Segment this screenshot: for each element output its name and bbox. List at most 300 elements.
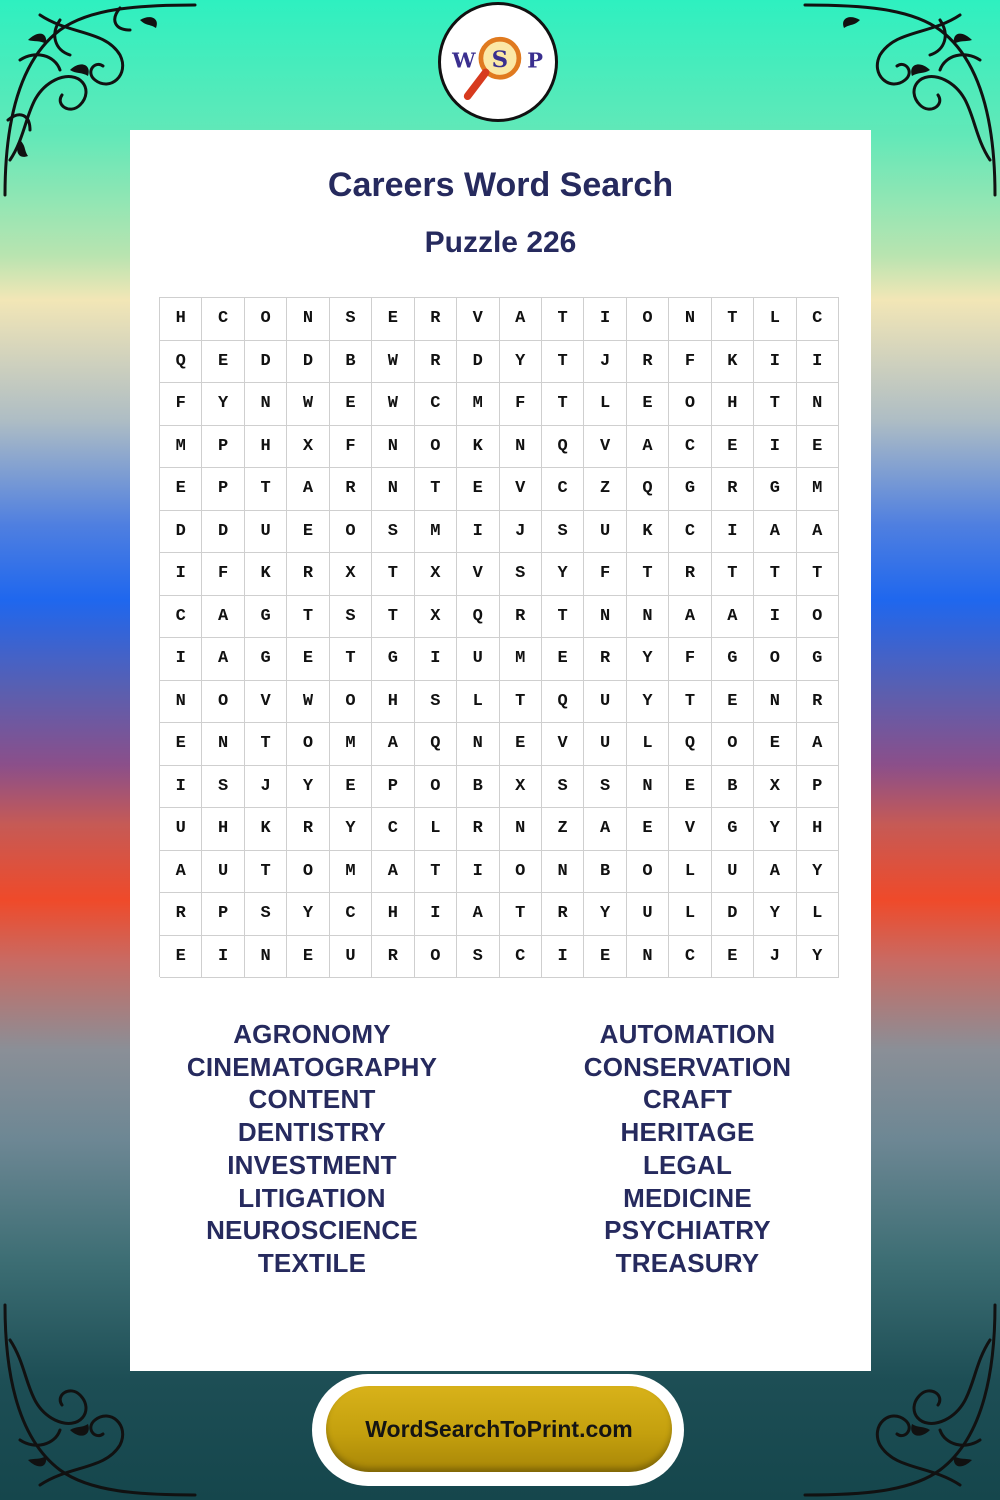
grid-cell[interactable]: K <box>245 553 287 596</box>
grid-cell[interactable]: R <box>669 553 711 596</box>
grid-cell[interactable]: P <box>202 893 244 936</box>
grid-cell[interactable]: T <box>415 468 457 511</box>
grid-cell[interactable]: A <box>712 596 754 639</box>
grid-cell[interactable]: I <box>160 638 202 681</box>
grid-cell[interactable]: N <box>627 766 669 809</box>
grid-cell[interactable]: I <box>457 511 499 554</box>
word-item: CRAFT <box>642 1084 733 1115</box>
grid-cell[interactable]: T <box>245 723 287 766</box>
grid-row <box>160 681 839 724</box>
grid-cell[interactable]: B <box>712 766 754 809</box>
grid-cell[interactable]: G <box>797 638 839 681</box>
grid-cell[interactable]: C <box>202 298 244 341</box>
grid-cell[interactable]: M <box>330 851 372 894</box>
grid-cell[interactable]: K <box>712 341 754 384</box>
grid-cell[interactable]: T <box>372 596 414 639</box>
grid-cell[interactable]: R <box>415 298 457 341</box>
grid-cell[interactable]: N <box>500 426 542 469</box>
grid-cell[interactable]: L <box>457 681 499 724</box>
grid-cell[interactable]: H <box>797 808 839 851</box>
grid-row <box>160 723 839 766</box>
grid-cell[interactable]: O <box>245 298 287 341</box>
grid-cell[interactable]: A <box>372 723 414 766</box>
word-item: TEXTILE <box>257 1247 367 1278</box>
grid-cell[interactable]: D <box>287 341 329 384</box>
grid-cell[interactable]: X <box>415 553 457 596</box>
grid-cell[interactable]: R <box>330 468 372 511</box>
grid-cell[interactable]: N <box>669 298 711 341</box>
grid-cell[interactable]: M <box>160 426 202 469</box>
grid-cell[interactable]: F <box>500 383 542 426</box>
grid-row <box>160 638 839 681</box>
grid-cell[interactable]: Q <box>457 596 499 639</box>
grid-cell[interactable]: D <box>202 511 244 554</box>
grid-cell[interactable]: Y <box>797 851 839 894</box>
grid-cell[interactable]: I <box>415 893 457 936</box>
word-item: CINEMATOGRAPHY <box>186 1051 438 1082</box>
grid-cell[interactable]: X <box>415 596 457 639</box>
grid-cell[interactable]: T <box>500 893 542 936</box>
grid-cell[interactable]: U <box>202 851 244 894</box>
grid-cell[interactable]: E <box>287 936 329 979</box>
grid-cell[interactable]: D <box>160 511 202 554</box>
grid-cell[interactable]: I <box>797 341 839 384</box>
grid-cell[interactable]: S <box>330 298 372 341</box>
grid-cell[interactable]: T <box>415 851 457 894</box>
grid-cell[interactable]: U <box>245 511 287 554</box>
grid-cell[interactable]: G <box>669 468 711 511</box>
grid-cell[interactable]: T <box>627 553 669 596</box>
grid-cell[interactable]: A <box>754 851 796 894</box>
grid-cell[interactable]: O <box>500 851 542 894</box>
grid-cell[interactable]: J <box>500 511 542 554</box>
grid-cell[interactable]: E <box>287 638 329 681</box>
grid-cell[interactable]: B <box>584 851 626 894</box>
grid-cell[interactable]: I <box>754 426 796 469</box>
grid-cell[interactable]: N <box>372 426 414 469</box>
grid-cell[interactable]: Q <box>542 426 584 469</box>
grid-cell[interactable]: U <box>584 511 626 554</box>
grid-cell[interactable]: I <box>542 936 584 979</box>
word-item: HERITAGE <box>620 1117 755 1148</box>
grid-cell[interactable]: A <box>754 511 796 554</box>
grid-cell[interactable]: Y <box>542 553 584 596</box>
grid-cell[interactable]: G <box>245 638 287 681</box>
word-list-left-column <box>130 1018 494 1280</box>
grid-cell[interactable]: Q <box>542 681 584 724</box>
logo-letter-w: W <box>452 47 476 73</box>
grid-cell[interactable]: D <box>457 341 499 384</box>
grid-cell[interactable]: U <box>584 723 626 766</box>
grid-cell[interactable]: P <box>372 766 414 809</box>
grid-cell[interactable]: E <box>627 808 669 851</box>
grid-cell[interactable]: I <box>160 553 202 596</box>
grid-row <box>160 553 839 596</box>
grid-cell[interactable]: A <box>797 723 839 766</box>
grid-row <box>160 808 839 851</box>
grid-cell[interactable]: H <box>372 893 414 936</box>
grid-cell[interactable]: H <box>712 383 754 426</box>
grid-cell[interactable]: S <box>542 511 584 554</box>
word-item: CONSERVATION <box>583 1051 792 1082</box>
word-item: CONTENT <box>248 1084 376 1115</box>
grid-cell[interactable]: W <box>287 383 329 426</box>
grid-cell[interactable]: J <box>245 766 287 809</box>
grid-cell[interactable]: G <box>712 638 754 681</box>
grid-cell[interactable]: E <box>287 511 329 554</box>
grid-cell[interactable]: R <box>287 553 329 596</box>
grid-cell[interactable]: E <box>712 936 754 979</box>
grid-cell[interactable]: W <box>372 341 414 384</box>
word-item: LITIGATION <box>238 1182 386 1213</box>
logo-letter-p: P <box>527 47 543 73</box>
grid-cell[interactable]: O <box>627 298 669 341</box>
grid-cell[interactable]: U <box>712 851 754 894</box>
grid-row <box>160 936 839 979</box>
grid-cell[interactable]: A <box>457 893 499 936</box>
grid-cell[interactable]: R <box>584 638 626 681</box>
grid-cell[interactable]: A <box>372 851 414 894</box>
grid-cell[interactable]: I <box>712 511 754 554</box>
grid-cell[interactable]: Q <box>415 723 457 766</box>
grid-cell[interactable]: E <box>372 298 414 341</box>
grid-cell[interactable]: Q <box>160 341 202 384</box>
grid-cell[interactable]: E <box>160 723 202 766</box>
grid-row <box>160 383 839 426</box>
grid-cell[interactable]: R <box>372 936 414 979</box>
grid-cell[interactable]: E <box>627 383 669 426</box>
puzzle-sheet <box>130 130 871 1371</box>
grid-cell[interactable]: R <box>797 681 839 724</box>
grid-cell[interactable]: G <box>372 638 414 681</box>
grid-cell[interactable]: C <box>542 468 584 511</box>
word-item: TREASURY <box>615 1247 760 1278</box>
grid-cell[interactable]: A <box>500 298 542 341</box>
grid-cell[interactable]: C <box>797 298 839 341</box>
grid-cell[interactable]: V <box>500 468 542 511</box>
grid-cell[interactable]: X <box>330 553 372 596</box>
grid-cell[interactable]: R <box>160 893 202 936</box>
grid-cell[interactable]: S <box>202 766 244 809</box>
grid-cell[interactable]: R <box>500 596 542 639</box>
grid-cell[interactable]: E <box>584 936 626 979</box>
grid-cell[interactable]: O <box>415 936 457 979</box>
grid-cell[interactable]: A <box>202 596 244 639</box>
grid-row <box>160 426 839 469</box>
grid-cell[interactable]: T <box>245 468 287 511</box>
grid-cell[interactable]: T <box>245 851 287 894</box>
grid-cell[interactable]: Y <box>287 893 329 936</box>
grid-cell[interactable]: D <box>712 893 754 936</box>
grid-cell[interactable]: S <box>415 681 457 724</box>
grid-cell[interactable]: E <box>669 766 711 809</box>
grid-cell[interactable]: C <box>415 383 457 426</box>
grid-cell[interactable]: L <box>627 723 669 766</box>
grid-cell[interactable]: A <box>627 426 669 469</box>
word-item: DENTISTRY <box>237 1117 387 1148</box>
grid-cell[interactable]: T <box>372 553 414 596</box>
grid-cell[interactable]: F <box>202 553 244 596</box>
grid-cell[interactable]: D <box>245 341 287 384</box>
grid-row <box>160 341 839 384</box>
grid-cell[interactable]: O <box>712 723 754 766</box>
grid-cell[interactable]: N <box>500 808 542 851</box>
grid-cell[interactable]: C <box>669 936 711 979</box>
grid-cell[interactable]: F <box>669 638 711 681</box>
grid-cell[interactable]: R <box>542 893 584 936</box>
grid-cell[interactable]: I <box>202 936 244 979</box>
grid-cell[interactable]: U <box>457 638 499 681</box>
letter-grid[interactable] <box>159 297 839 977</box>
grid-cell[interactable]: Y <box>287 766 329 809</box>
grid-cell[interactable]: A <box>797 511 839 554</box>
grid-cell[interactable]: H <box>372 681 414 724</box>
grid-cell[interactable]: E <box>712 426 754 469</box>
grid-cell[interactable]: I <box>415 638 457 681</box>
grid-cell[interactable]: Z <box>584 468 626 511</box>
grid-cell[interactable]: N <box>287 298 329 341</box>
grid-row <box>160 766 839 809</box>
grid-cell[interactable]: U <box>330 936 372 979</box>
grid-row <box>160 596 839 639</box>
grid-cell[interactable]: C <box>330 893 372 936</box>
grid-cell[interactable]: K <box>245 808 287 851</box>
grid-cell[interactable]: T <box>754 553 796 596</box>
grid-cell[interactable]: Y <box>202 383 244 426</box>
grid-cell[interactable]: Q <box>669 723 711 766</box>
grid-cell[interactable]: N <box>627 596 669 639</box>
grid-cell[interactable]: V <box>457 298 499 341</box>
grid-cell[interactable]: T <box>712 298 754 341</box>
word-list-right-column <box>500 1018 875 1280</box>
grid-cell[interactable]: I <box>754 596 796 639</box>
word-item: AGRONOMY <box>233 1019 391 1049</box>
grid-cell[interactable]: K <box>457 426 499 469</box>
grid-cell[interactable]: T <box>287 596 329 639</box>
grid-row <box>160 468 839 511</box>
grid-cell[interactable]: O <box>287 851 329 894</box>
grid-cell[interactable]: E <box>712 681 754 724</box>
grid-cell[interactable]: O <box>415 426 457 469</box>
grid-cell[interactable]: F <box>160 383 202 426</box>
grid-cell[interactable]: C <box>500 936 542 979</box>
grid-cell[interactable]: J <box>754 936 796 979</box>
grid-cell[interactable]: E <box>330 766 372 809</box>
grid-row <box>160 893 839 936</box>
grid-cell[interactable]: O <box>287 723 329 766</box>
grid-cell[interactable]: M <box>797 468 839 511</box>
wsp-logo[interactable] <box>438 2 558 122</box>
grid-cell[interactable]: A <box>202 638 244 681</box>
grid-cell[interactable]: R <box>627 341 669 384</box>
grid-cell[interactable]: I <box>160 766 202 809</box>
grid-cell[interactable]: T <box>542 341 584 384</box>
grid-cell[interactable]: G <box>712 808 754 851</box>
grid-cell[interactable]: O <box>669 383 711 426</box>
grid-cell[interactable]: O <box>754 638 796 681</box>
grid-cell[interactable]: V <box>245 681 287 724</box>
grid-cell[interactable]: C <box>372 808 414 851</box>
grid-cell[interactable]: T <box>542 298 584 341</box>
grid-cell[interactable]: L <box>797 893 839 936</box>
grid-cell[interactable]: E <box>330 383 372 426</box>
grid-cell[interactable]: N <box>457 723 499 766</box>
word-item: PSYCHIATRY <box>604 1215 771 1246</box>
grid-cell[interactable]: Y <box>754 893 796 936</box>
grid-cell[interactable]: N <box>754 681 796 724</box>
grid-cell[interactable]: H <box>245 426 287 469</box>
grid-cell[interactable]: G <box>245 596 287 639</box>
grid-cell[interactable]: E <box>160 468 202 511</box>
grid-cell[interactable]: V <box>457 553 499 596</box>
site-link-pill <box>326 1386 672 1472</box>
word-item: NEUROSCIENCE <box>206 1215 418 1246</box>
grid-cell[interactable]: Y <box>330 808 372 851</box>
grid-cell[interactable]: E <box>542 638 584 681</box>
grid-cell[interactable]: U <box>584 681 626 724</box>
grid-cell[interactable]: R <box>712 468 754 511</box>
grid-cell[interactable]: S <box>542 766 584 809</box>
grid-cell[interactable]: M <box>415 511 457 554</box>
grid-cell[interactable]: N <box>245 383 287 426</box>
grid-cell[interactable]: S <box>245 893 287 936</box>
grid-cell[interactable]: O <box>202 681 244 724</box>
grid-cell[interactable]: L <box>669 851 711 894</box>
grid-cell[interactable]: Y <box>797 936 839 979</box>
grid-cell[interactable]: M <box>500 638 542 681</box>
grid-cell[interactable]: O <box>627 851 669 894</box>
grid-cell[interactable]: N <box>160 681 202 724</box>
puzzle-number: Puzzle 226 <box>424 226 577 259</box>
grid-cell[interactable]: N <box>202 723 244 766</box>
grid-cell[interactable]: Y <box>754 808 796 851</box>
site-link-button[interactable] <box>312 1374 684 1486</box>
grid-cell[interactable]: T <box>712 553 754 596</box>
grid-cell[interactable]: M <box>457 383 499 426</box>
grid-cell[interactable]: M <box>330 723 372 766</box>
grid-cell[interactable]: E <box>202 341 244 384</box>
grid-cell[interactable]: O <box>797 596 839 639</box>
grid-cell[interactable]: O <box>415 766 457 809</box>
grid-cell[interactable]: X <box>754 766 796 809</box>
grid-cell[interactable]: T <box>669 681 711 724</box>
grid-cell[interactable]: F <box>584 553 626 596</box>
grid-row <box>160 298 839 341</box>
grid-cell[interactable]: C <box>160 596 202 639</box>
grid-cell[interactable]: N <box>627 936 669 979</box>
grid-cell[interactable]: E <box>160 936 202 979</box>
grid-cell[interactable]: A <box>669 596 711 639</box>
grid-cell[interactable]: Y <box>500 341 542 384</box>
grid-cell[interactable]: U <box>160 808 202 851</box>
grid-cell[interactable]: B <box>457 766 499 809</box>
grid-cell[interactable]: I <box>754 341 796 384</box>
grid-cell[interactable]: R <box>457 808 499 851</box>
grid-cell[interactable]: F <box>669 341 711 384</box>
grid-cell[interactable]: X <box>500 766 542 809</box>
grid-cell[interactable]: L <box>669 893 711 936</box>
page-title: Careers Word Search <box>327 166 674 204</box>
grid-cell[interactable]: V <box>584 426 626 469</box>
grid-cell[interactable]: E <box>500 723 542 766</box>
grid-cell[interactable]: N <box>542 851 584 894</box>
grid-cell[interactable]: G <box>754 468 796 511</box>
grid-cell[interactable]: P <box>202 426 244 469</box>
grid-cell[interactable]: C <box>669 426 711 469</box>
grid-cell[interactable]: P <box>797 766 839 809</box>
grid-cell[interactable]: I <box>457 851 499 894</box>
grid-cell[interactable]: F <box>330 426 372 469</box>
grid-cell[interactable]: O <box>330 511 372 554</box>
word-item: LEGAL <box>642 1149 733 1180</box>
grid-cell[interactable]: R <box>287 808 329 851</box>
grid-cell[interactable]: E <box>754 723 796 766</box>
word-item: MEDICINE <box>623 1182 752 1213</box>
logo-letter-s: S <box>491 46 509 73</box>
grid-cell[interactable]: W <box>287 681 329 724</box>
grid-cell[interactable]: K <box>627 511 669 554</box>
word-item: INVESTMENT <box>227 1149 397 1180</box>
grid-cell[interactable]: V <box>542 723 584 766</box>
grid-cell[interactable]: L <box>754 298 796 341</box>
grid-cell[interactable]: S <box>330 596 372 639</box>
grid-cell[interactable]: Q <box>627 468 669 511</box>
grid-cell[interactable]: R <box>415 341 457 384</box>
grid-row <box>160 511 839 554</box>
grid-row <box>160 851 839 894</box>
grid-cell[interactable]: A <box>160 851 202 894</box>
grid-cell[interactable]: B <box>330 341 372 384</box>
grid-cell[interactable]: J <box>584 341 626 384</box>
grid-cell[interactable]: T <box>330 638 372 681</box>
grid-cell[interactable]: A <box>584 808 626 851</box>
grid-cell[interactable]: Y <box>584 893 626 936</box>
grid-cell[interactable]: U <box>627 893 669 936</box>
grid-cell[interactable]: P <box>202 468 244 511</box>
grid-cell[interactable]: N <box>245 936 287 979</box>
grid-cell[interactable]: N <box>797 383 839 426</box>
grid-cell[interactable]: E <box>797 426 839 469</box>
grid-cell[interactable]: C <box>669 511 711 554</box>
grid-cell[interactable]: V <box>669 808 711 851</box>
grid-cell[interactable]: A <box>287 468 329 511</box>
grid-cell[interactable]: T <box>542 596 584 639</box>
grid-cell[interactable]: S <box>372 511 414 554</box>
grid-cell[interactable]: S <box>500 553 542 596</box>
grid-cell[interactable]: W <box>372 383 414 426</box>
grid-cell[interactable]: N <box>584 596 626 639</box>
grid-cell[interactable]: H <box>160 298 202 341</box>
grid-cell[interactable]: N <box>372 468 414 511</box>
grid-cell[interactable]: S <box>457 936 499 979</box>
grid-cell[interactable]: X <box>287 426 329 469</box>
grid-cell[interactable]: T <box>797 553 839 596</box>
grid-cell[interactable]: Y <box>627 638 669 681</box>
word-item: AUTOMATION <box>599 1019 776 1049</box>
grid-cell[interactable]: Z <box>542 808 584 851</box>
grid-cell[interactable]: T <box>542 383 584 426</box>
grid-cell[interactable]: E <box>457 468 499 511</box>
grid-cell[interactable]: L <box>415 808 457 851</box>
grid-cell[interactable]: H <box>202 808 244 851</box>
grid-cell[interactable]: I <box>584 298 626 341</box>
grid-cell[interactable]: T <box>500 681 542 724</box>
grid-cell[interactable]: S <box>584 766 626 809</box>
grid-cell[interactable]: L <box>584 383 626 426</box>
grid-cell[interactable]: T <box>754 383 796 426</box>
grid-cell[interactable]: O <box>330 681 372 724</box>
grid-cell[interactable]: Y <box>627 681 669 724</box>
